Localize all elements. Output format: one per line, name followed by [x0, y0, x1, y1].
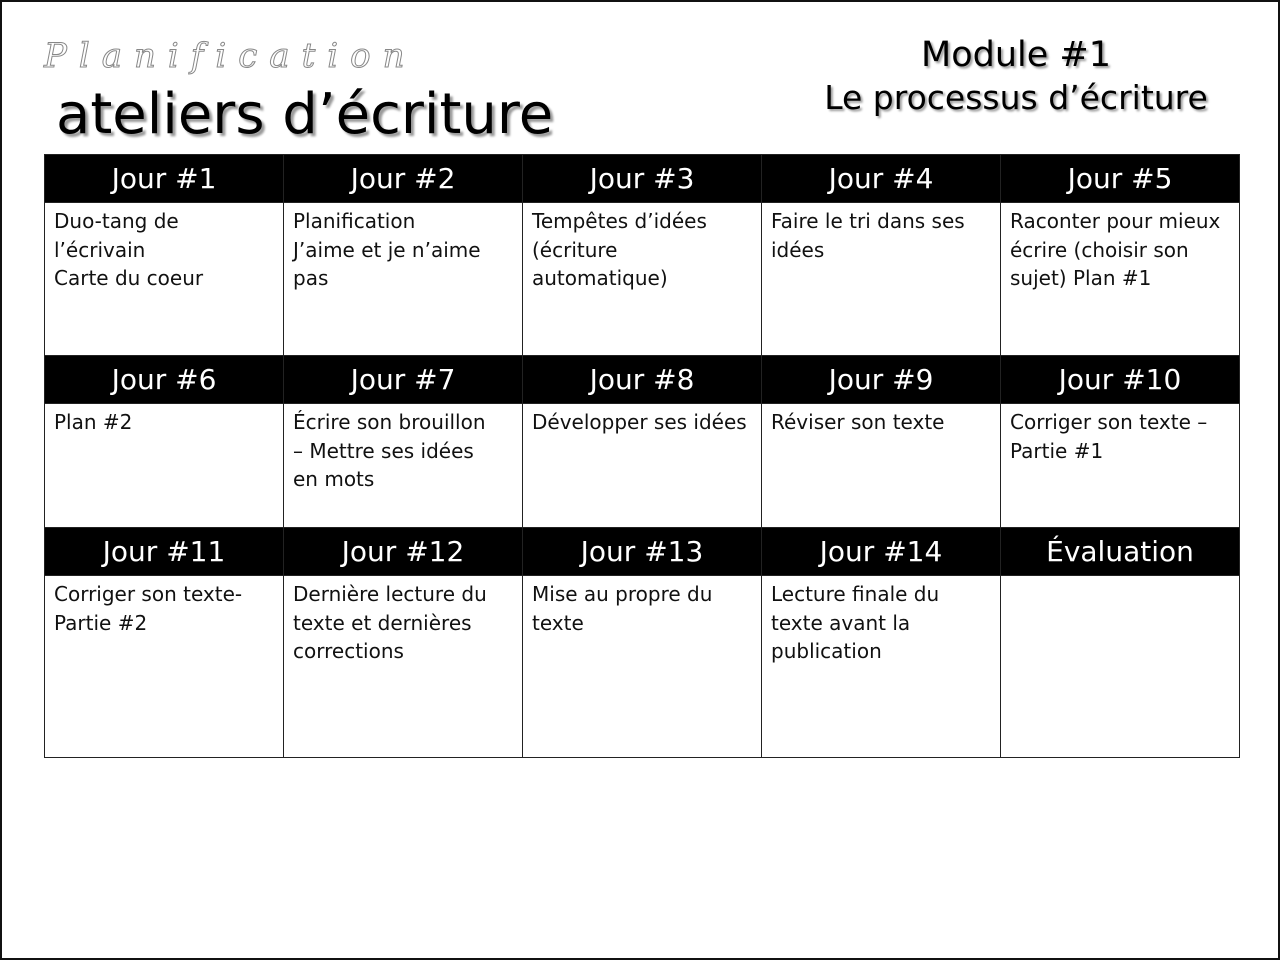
cell-text-line: l’écrivain: [54, 237, 146, 262]
cell-text-line: texte: [532, 610, 584, 635]
cell-text-line: Corriger son texte-: [54, 582, 243, 606]
day-cell: [284, 576, 523, 758]
cell-text-line: Carte du coeur: [54, 266, 204, 290]
day-header: Jour #11: [45, 528, 284, 576]
week-2-header-row: [45, 356, 1240, 404]
cell-text-line: pas: [293, 266, 329, 290]
day-cell: [284, 404, 523, 528]
day-header: Jour #2: [284, 155, 523, 203]
week-3-header-row: [45, 528, 1240, 576]
day-header: Jour #3: [523, 155, 762, 203]
cell-text-line: Partie #1: [1010, 438, 1104, 463]
evaluation-header: Évaluation: [1001, 528, 1240, 576]
day-header: Jour #12: [284, 528, 523, 576]
day-header: Jour #5: [1001, 155, 1240, 203]
cell-text-line: Plan #2: [54, 410, 133, 434]
day-cell: [523, 404, 762, 528]
day-header: Jour #6: [45, 356, 284, 404]
evaluation-cell: [1001, 576, 1240, 758]
cell-text-line: Réviser son texte: [771, 410, 945, 434]
cell-text-line: J’aime et je n’aime: [293, 237, 481, 262]
cell-text-line: publication: [771, 639, 882, 663]
day-header: Jour #9: [762, 356, 1001, 404]
day-header: Jour #10: [1001, 356, 1240, 404]
day-cell: [284, 203, 523, 356]
week-3-content-row: [45, 576, 1240, 758]
day-cell: [762, 576, 1001, 758]
week-1-header-row: [45, 155, 1240, 203]
day-cell: [523, 203, 762, 356]
cell-text-line: Duo-tang de: [54, 209, 179, 233]
cell-text-line: sujet) Plan #1: [1010, 266, 1152, 290]
day-header: Jour #4: [762, 155, 1001, 203]
day-header: Jour #13: [523, 528, 762, 576]
day-cell: [1001, 404, 1240, 528]
day-cell: [1001, 203, 1240, 356]
module-title: Module #1: [921, 35, 1111, 75]
module-block: [806, 34, 1226, 120]
day-header: Jour #7: [284, 356, 523, 404]
cell-text-line: Dernière lecture du: [293, 582, 487, 606]
cell-text-line: Lecture finale du: [771, 582, 940, 606]
cell-text-line: idées: [771, 237, 825, 262]
cell-text-line: corrections: [293, 639, 404, 663]
cell-text-line: automatique): [532, 266, 668, 290]
cell-text-line: Mise au propre du: [532, 582, 713, 606]
cell-text-line: Corriger son texte –: [1010, 410, 1208, 434]
week-1-content-row: [45, 203, 1240, 356]
cell-text-line: Développer ses idées: [532, 410, 747, 434]
cell-text-line: texte avant la: [771, 610, 911, 635]
day-cell: [523, 576, 762, 758]
cell-text-line: Tempêtes d’idées: [532, 209, 707, 233]
schedule-table: [44, 154, 1240, 758]
cell-text-line: Partie #2: [54, 610, 148, 635]
cell-text-line: – Mettre ses idées: [293, 438, 474, 463]
cell-text-line: Faire le tri dans ses: [771, 209, 965, 233]
day-header: Jour #1: [45, 155, 284, 203]
week-2-content-row: [45, 404, 1240, 528]
day-cell: [45, 576, 284, 758]
day-cell: [762, 203, 1001, 356]
day-cell: [45, 203, 284, 356]
module-subtitle: Le processus d’écriture: [824, 78, 1208, 117]
cell-text-line: Planification: [293, 209, 416, 233]
day-header: Jour #14: [762, 528, 1001, 576]
cell-text-line: (écriture: [532, 237, 618, 262]
cell-text-line: Raconter pour mieux: [1010, 209, 1221, 233]
cell-text-line: Écrire son brouillon: [293, 410, 486, 434]
cell-text-line: écrire (choisir son: [1010, 237, 1189, 262]
day-header: Jour #8: [523, 356, 762, 404]
day-cell: [45, 404, 284, 528]
page-title: ateliers d’écriture: [56, 82, 554, 147]
day-cell: [762, 404, 1001, 528]
cell-text-line: en mots: [293, 467, 375, 491]
kicker-title: Planification: [44, 36, 417, 76]
cell-text-line: texte et dernières: [293, 610, 472, 635]
